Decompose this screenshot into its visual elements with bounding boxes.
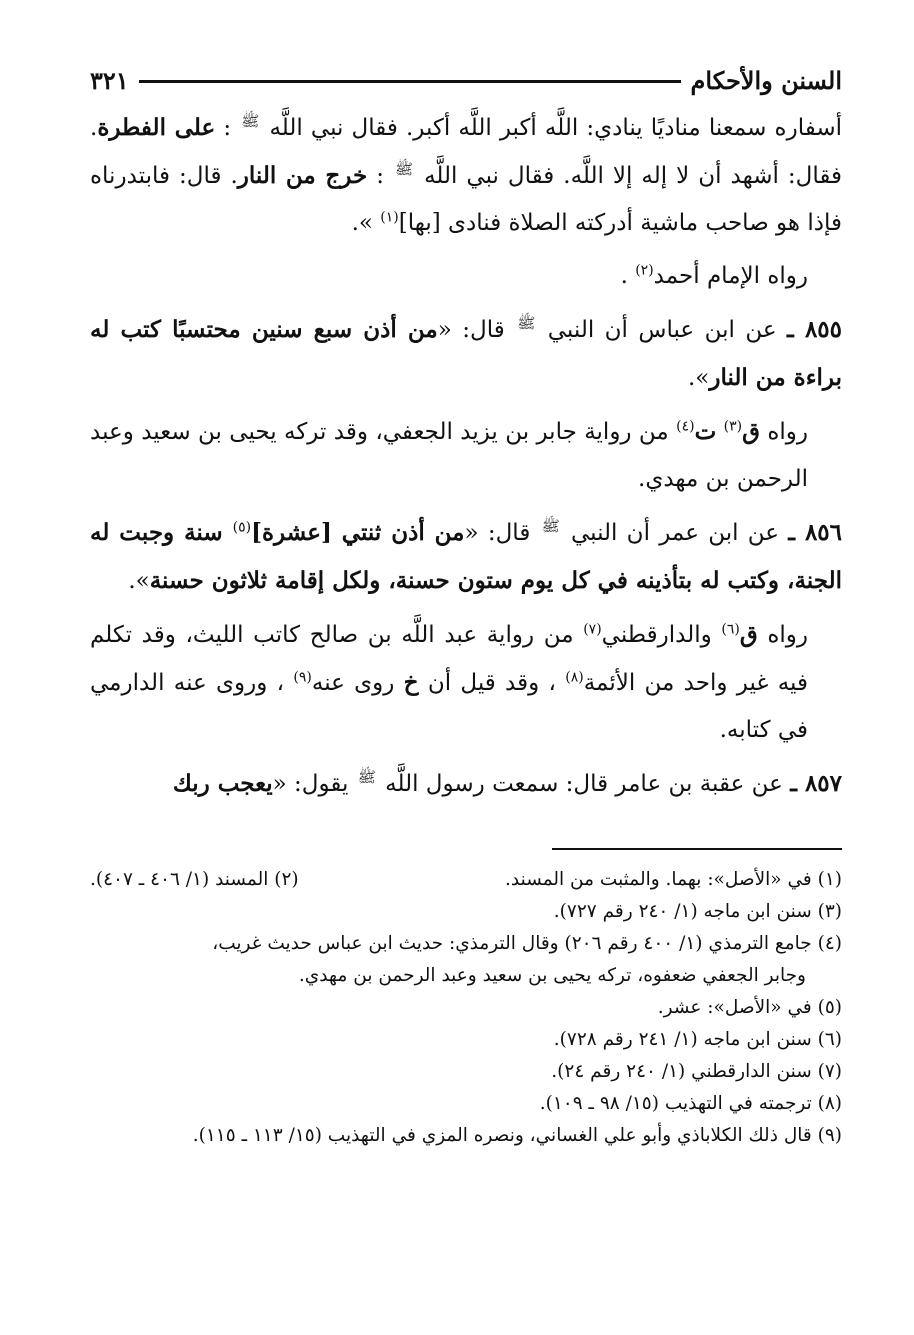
text-run: أسفاره سمعنا مناديًا ينادي: اللَّه أكبر اللَّه أكبر. فقال نبي اللَّه [261,115,843,141]
footnote-3: (٣) سنن ابن ماجه (١/ ٢٤٠ رقم ٧٢٧). [553,901,842,922]
header-rule [139,80,681,83]
paragraph-p2 [90,253,842,300]
bold-text: خرج من النار [237,162,368,189]
footnote-ref: (٥) [232,519,252,536]
bold-text: يعجب ربك [172,770,273,797]
paragraph-p7 [90,760,842,808]
text-run: ». [351,210,381,236]
text-run: يقول: « [272,771,356,797]
text-run: قال: « [464,520,540,546]
footnote-8: (٨) ترجمته في التهذيب (١٥/ ٩٨ ـ ١٠٩). [539,1093,842,1114]
bold-text: ٨٥٥ ـ [787,316,842,343]
text-run: ». [128,568,150,594]
page-number: ٣٢١ [90,65,129,95]
running-title: السنن والأحكام [690,65,842,95]
text-run: . فقال: أشهد أن لا إله إلا اللَّه. فقال نبي اللَّه [90,115,842,189]
footnote-ref: (١) [380,209,399,226]
text-run: قال: « [437,317,516,343]
footnote-7: (٧) سنن الدارقطني (١/ ٢٤٠ رقم ٢٤). [551,1061,842,1082]
footnote-separator [552,848,842,850]
bold-text: ٨٥٦ ـ [788,519,843,546]
footnote-2: (٢) المسند (١/ ٤٠٦ ـ ٤٠٧). [90,869,299,890]
main-text [90,104,842,808]
text-run: رواه الإمام أحمد [653,263,808,289]
footnote-ref: (٨) [565,669,584,686]
footnote-5: (٥) في «الأصل»: عشر. [657,997,842,1018]
bold-text: ق [742,418,760,445]
text-run: عن ابن عباس أن النبي [537,317,788,343]
paragraph-p1 [90,104,842,247]
text-run: روى عنه [311,670,404,696]
text-run: . [620,263,636,289]
bold-text: على الفطرة [97,114,216,141]
salutation-glyph: ﷺ [241,112,260,131]
bold-text: ٨٥٧ ـ [790,770,842,797]
footnote-4-continued: وجابر الجعفي ضعفوه، تركه يحيى بن سعيد وعبد الرحمن بن مهدي. [298,965,806,986]
text-run: . قال: فابتدرناه فإذا هو صاحب ماشية أدركته الصلاة فنادى [بها] [90,163,842,236]
footnote-ref: (٤) [676,418,695,435]
text-run: : [367,163,393,189]
footnote-row-1-2 [90,864,842,896]
paragraph-p6 [90,611,842,754]
footnotes [90,864,842,1152]
footnote-ref: (٢) [635,262,654,279]
salutation-glyph: ﷺ [394,160,414,179]
bold-text: ت [694,418,717,445]
footnote-ref: (٧) [583,621,602,638]
bold-text: سنة وجبت له الجنة، وكتب له بتأذينه في كل يوم ستون حسنة، ولكل إقامة ثلاثون حسنة [90,519,842,594]
footnote-9: (٩) قال ذلك الكلاباذي وأبو علي الغساني، ونصره المزي في التهذيب (١٥/ ١١٣ ـ ١١٥). [192,1125,842,1146]
paragraph-p3 [90,306,842,402]
footnote-6: (٦) سنن ابن ماجه (١/ ٢٤١ رقم ٧٢٨). [553,1029,842,1050]
footnote-1: (١) في «الأصل»: بهما. والمثبت من المسند. [505,869,842,890]
text-run: عن عقبة بن عامر قال: سمعت رسول اللَّه [377,771,791,797]
footnote-ref: (٩) [293,669,312,686]
text-run: من رواية جابر بن يزيد الجعفي، وقد تركه يحيى بن سعيد وعبد الرحمن بن مهدي. [90,419,808,492]
text-run: رواه [757,622,808,648]
bold-text: من أذن سبع سنين محتسبًا كتب له براءة من النار [90,316,842,391]
footnote-4: (٤) جامع الترمذي (١/ ٤٠٠ رقم ٢٠٦) وقال الترمذي: حديث ابن عباس حديث غريب، [212,933,842,954]
text-run: والدارقطني [601,622,722,648]
salutation-glyph: ﷺ [541,517,560,536]
running-header [90,60,842,100]
text-run [716,419,723,445]
bold-text: ق [739,621,758,648]
salutation-glyph: ﷺ [357,768,376,787]
bold-text: من أذن ثنتي [عشرة] [251,519,465,546]
paragraph-p4 [90,408,842,503]
footnote-ref: (٦) [721,621,740,638]
text-run: ، وروى عنه الدارمي في كتابه. [90,670,808,743]
text-run: من رواية عبد اللَّه بن صالح كاتب الليث، وقد تكلم فيه غير واحد من الأئمة [90,622,808,696]
bold-text: خ [403,669,419,696]
text-run: ، وقد قيل أن [418,670,566,696]
text-run: ». [687,365,710,391]
text-run: رواه [759,419,809,445]
footnote-ref: (٣) [723,418,743,435]
paragraph-p5 [90,509,842,605]
text-run: : [215,115,240,141]
text-run: عن ابن عمر أن النبي [561,520,789,546]
salutation-glyph: ﷺ [517,314,536,333]
